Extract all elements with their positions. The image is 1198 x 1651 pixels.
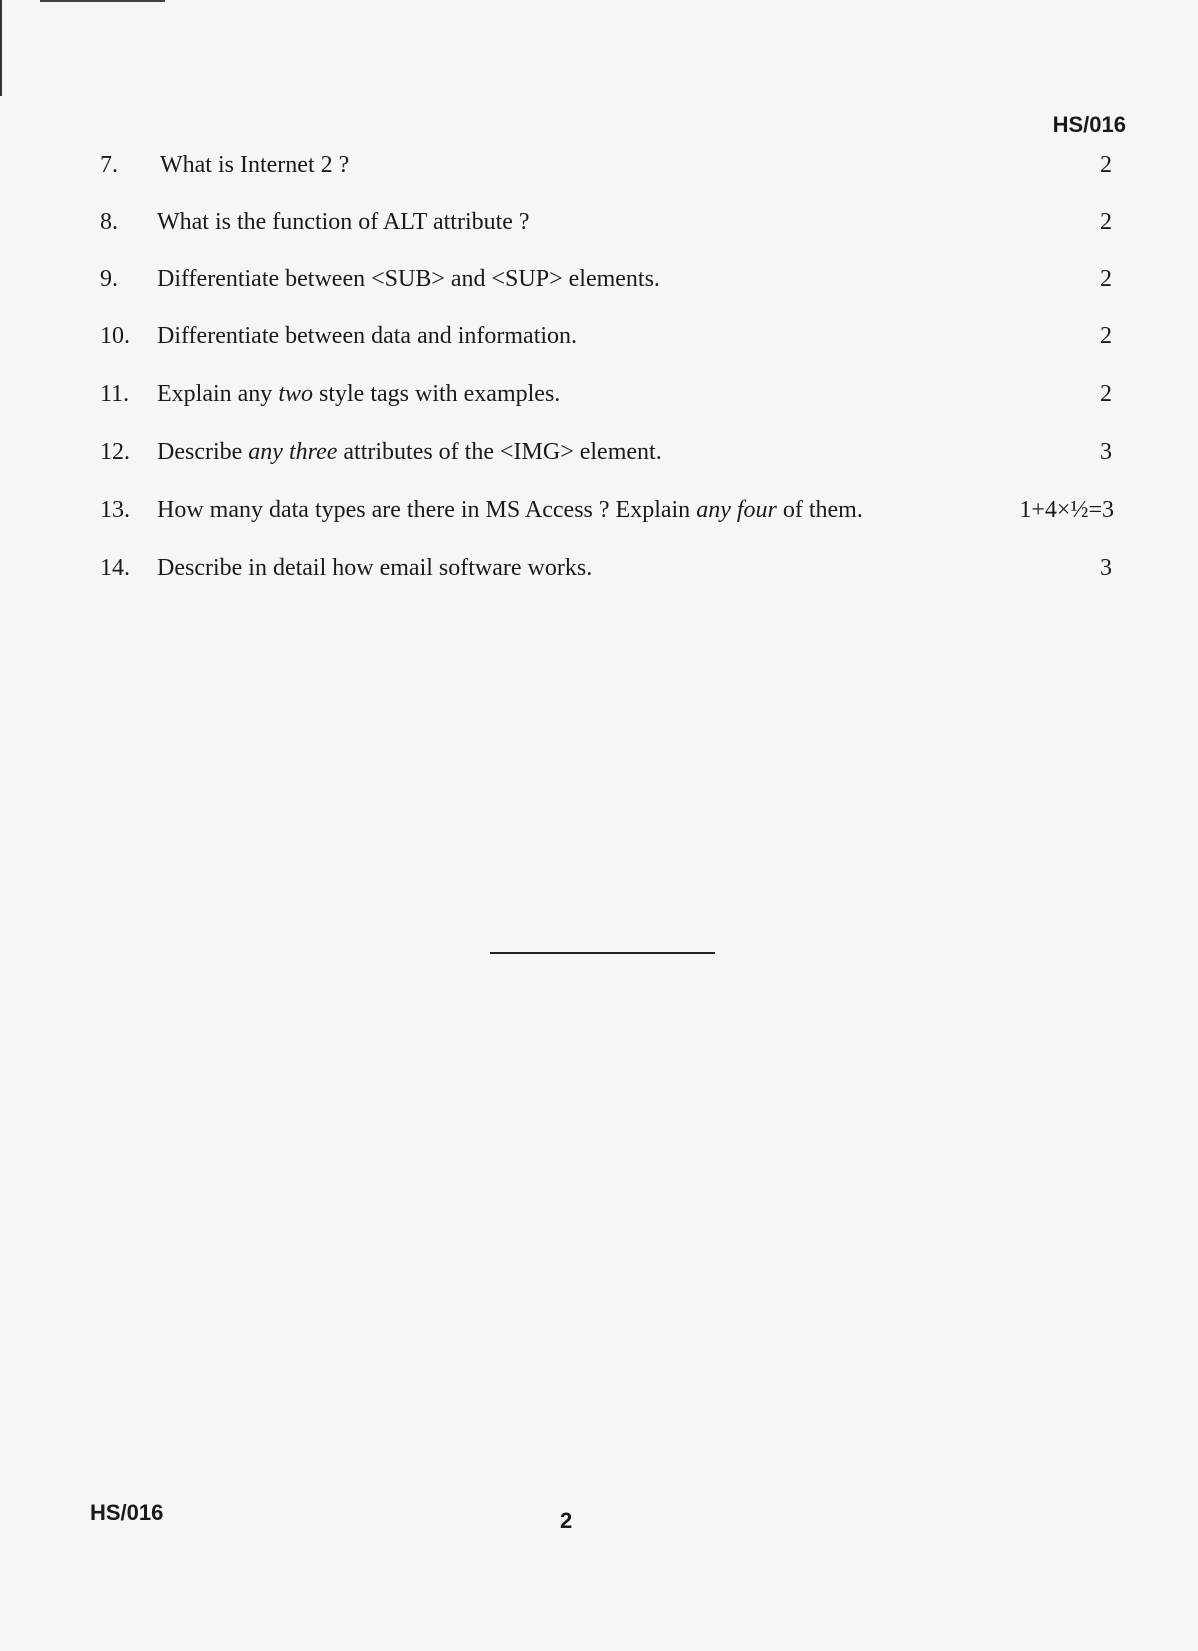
header-paper-code: HS/016 (1052, 112, 1126, 137)
question-number: 7. (100, 152, 118, 178)
question-marks: 2 (1100, 209, 1112, 235)
question-number: 10. (100, 323, 130, 349)
question-marks: 2 (1100, 323, 1112, 349)
question-marks: 2 (1100, 381, 1112, 407)
question-text-part: How many data types are there in MS Access ? Explain (157, 497, 697, 523)
question-text: What is the function of ALT attribute ? (157, 209, 530, 235)
question-number: 12. (100, 439, 130, 465)
question-12 (0, 432, 1198, 472)
question-marks: 2 (1100, 152, 1112, 178)
question-text (157, 374, 560, 414)
question-number: 13. (100, 497, 130, 523)
question-text-part: style tags with examples. (313, 381, 561, 407)
question-14 (0, 548, 1198, 588)
question-text-part: attributes of the <IMG> element. (337, 439, 662, 465)
question-9 (0, 259, 1198, 299)
question-text-part: Explain any (157, 381, 279, 407)
question-number: 11. (100, 381, 130, 407)
top-rule-divider (40, 0, 165, 2)
question-text: Describe in detail how email software works. (157, 555, 593, 581)
question-number: 9. (100, 266, 118, 292)
question-8 (0, 202, 1198, 242)
question-text: What is Internet 2 ? (160, 152, 350, 178)
question-marks: 2 (1100, 266, 1112, 292)
question-text-part: of them. (776, 497, 863, 523)
question-text-part: Describe (157, 439, 249, 465)
question-text (157, 490, 863, 530)
question-text-emphasis: two (278, 381, 313, 407)
question-10 (0, 316, 1198, 356)
question-7 (0, 145, 1198, 185)
question-text-emphasis: any three (248, 439, 338, 465)
page-number: 2 (560, 1508, 573, 1533)
question-text: Differentiate between data and information. (157, 323, 578, 349)
question-number: 8. (100, 209, 118, 235)
question-text: Differentiate between <SUB> and <SUP> elements. (157, 266, 660, 292)
end-of-questions-rule (490, 952, 715, 954)
question-text-emphasis: any four (696, 497, 777, 523)
question-11 (0, 374, 1198, 414)
question-text (157, 432, 662, 472)
left-edge-mark (0, 0, 2, 96)
question-13 (0, 490, 1198, 530)
question-marks: 3 (1100, 439, 1112, 465)
question-marks: 1+4×½=3 (1019, 497, 1114, 523)
footer-paper-code: HS/016 (90, 1500, 164, 1525)
question-marks: 3 (1100, 555, 1112, 581)
question-number: 14. (100, 555, 130, 581)
